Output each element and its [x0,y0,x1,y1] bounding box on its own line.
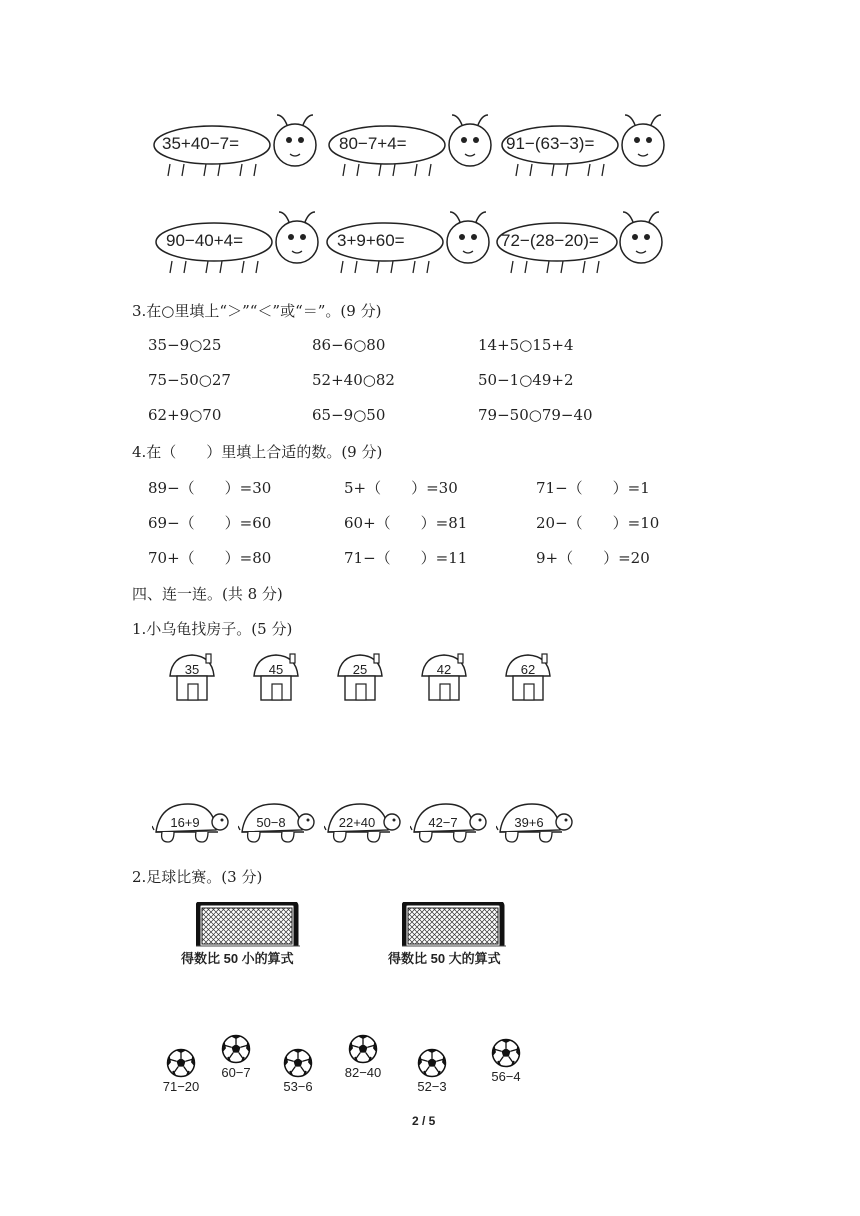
soccer-ball-icon [417,1048,447,1078]
ball-expression: 53−6 [283,1079,313,1094]
caterpillar-1 [150,110,325,185]
section4-title: 四、连一连。(共 8 分) [132,585,283,603]
ball-expression: 71−20 [162,1079,200,1094]
house[interactable] [504,652,552,702]
house[interactable] [336,652,384,702]
turtle[interactable] [152,800,230,850]
soccer-ball[interactable] [338,1034,388,1084]
house[interactable] [252,652,300,702]
caterpillar-4 [152,205,327,280]
ball-expression: 52−3 [417,1079,447,1094]
caterpillar-3 [498,110,673,185]
q4-item: 20−（ ）=10 [536,514,660,532]
ball-expression: 56−4 [491,1069,521,1084]
caterpillar-expression: 90−40+4= [166,231,244,250]
q3-item: 79−50○79−40 [478,406,593,424]
soccer-ball-icon [283,1048,313,1078]
sub1-title: 1.小乌龟找房子。(5 分) [132,620,293,638]
house-icon [252,652,300,702]
goal-label-large: 得数比 50 大的算式 [388,951,501,966]
turtle-expression: 22+40 [338,815,376,830]
goal-icon [196,902,301,948]
goal-large[interactable] [402,902,507,948]
soccer-ball-icon [166,1048,196,1078]
page-number: 2 / 5 [412,1114,436,1128]
ball-expression: 82−40 [344,1065,382,1080]
house-icon [336,652,384,702]
soccer-ball[interactable] [407,1048,457,1098]
q4-item: 70+（ ）=80 [148,549,272,567]
q3-item: 35−9○25 [148,336,222,354]
house-number: 45 [268,662,284,677]
q4-item: 69−（ ）=60 [148,514,272,532]
soccer-ball[interactable] [481,1038,531,1088]
q3-item: 75−50○27 [148,371,231,389]
caterpillar-expression: 35+40−7= [162,134,240,153]
turtle[interactable] [496,800,574,850]
caterpillar-6 [493,205,673,280]
soccer-ball-icon [491,1038,521,1068]
goal-label-small: 得数比 50 小的算式 [181,951,294,966]
turtle[interactable] [324,800,402,850]
house[interactable] [420,652,468,702]
q4-item: 60+（ ）=81 [344,514,468,532]
turtle-expression: 16+9 [170,815,200,830]
q4-item: 89−（ ）=30 [148,479,272,497]
house-number: 25 [352,662,368,677]
q3-item: 65−9○50 [312,406,386,424]
q4-item: 9+（ ）=20 [536,549,650,567]
soccer-ball[interactable] [211,1034,261,1084]
caterpillar-expression: 91−(63−3)= [506,134,595,153]
goal-icon [402,902,507,948]
house-number: 42 [436,662,452,677]
turtle-expression: 50−8 [256,815,286,830]
q4-item: 5+（ ）=30 [344,479,458,497]
q4-item: 71−（ ）=11 [344,549,468,567]
house-number: 62 [520,662,536,677]
q3-item: 62+9○70 [148,406,222,424]
q4-item: 71−（ ）=1 [536,479,650,497]
soccer-ball[interactable] [156,1048,206,1098]
q3-item: 50−1○49+2 [478,371,574,389]
ball-expression: 60−7 [221,1065,251,1080]
turtle-expression: 42−7 [428,815,458,830]
caterpillar-expression: 3+9+60= [337,231,405,250]
house-number: 35 [184,662,200,677]
house-icon [504,652,552,702]
caterpillar-2 [325,110,500,185]
turtle-expression: 39+6 [514,815,544,830]
goal-small[interactable] [196,902,301,948]
house-icon [420,652,468,702]
q3-item: 52+40○82 [312,371,395,389]
q3-title: 3.在○里填上“＞”“＜”或“＝”。(9 分) [132,302,382,320]
soccer-ball-icon [221,1034,251,1064]
q4-title: 4.在（ ）里填上合适的数。(9 分) [132,443,383,461]
turtle[interactable] [238,800,316,850]
turtle[interactable] [410,800,488,850]
q3-item: 14+5○15+4 [478,336,574,354]
caterpillar-expression: 80−7+4= [339,134,407,153]
sub2-title: 2.足球比赛。(3 分) [132,868,263,886]
house[interactable] [168,652,216,702]
caterpillar-5 [323,205,498,280]
soccer-ball-icon [348,1034,378,1064]
house-icon [168,652,216,702]
q3-item: 86−6○80 [312,336,386,354]
soccer-ball[interactable] [273,1048,323,1098]
caterpillar-expression: 72−(28−20)= [501,231,599,250]
